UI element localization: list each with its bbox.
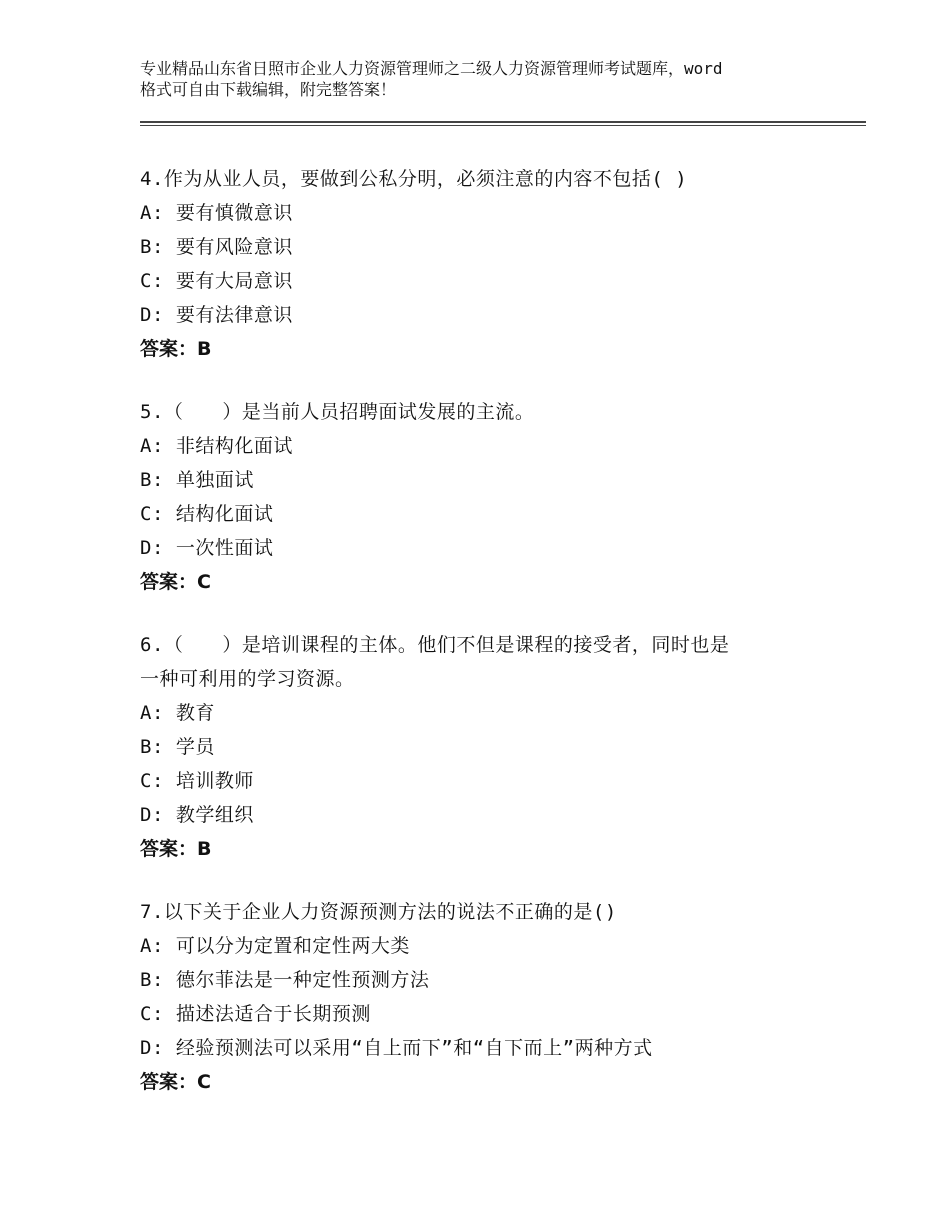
option-d: D: 经验预测法可以采用“自上而下”和“自下而上”两种方式 <box>140 1037 653 1059</box>
answer: 答案：B <box>140 838 212 860</box>
option-a: A: 非结构化面试 <box>140 435 293 457</box>
option-c: C: 要有大局意识 <box>140 270 293 292</box>
answer: 答案：C <box>140 1071 211 1093</box>
header-divider-thin <box>140 125 866 126</box>
question-list <box>140 162 830 1128</box>
option-c: C: 结构化面试 <box>140 503 274 525</box>
option-b: B: 单独面试 <box>140 469 254 491</box>
question-7 <box>140 895 830 1099</box>
option-a: A: 教育 <box>140 702 215 724</box>
question-stem-continued: 一种可利用的学习资源。 <box>140 668 355 690</box>
option-b: B: 德尔菲法是一种定性预测方法 <box>140 969 430 991</box>
option-d: D: 要有法律意识 <box>140 304 293 326</box>
question-stem: 7.以下关于企业人力资源预测方法的说法不正确的是() <box>140 901 617 923</box>
question-6 <box>140 628 830 866</box>
option-c: C: 描述法适合于长期预测 <box>140 1003 371 1025</box>
page-header <box>140 58 840 100</box>
question-4 <box>140 162 830 366</box>
header-line-1: 专业精品山东省日照市企业人力资源管理师之二级人力资源管理师考试题库，word <box>140 59 723 78</box>
option-d: D: 教学组织 <box>140 804 254 826</box>
option-c: C: 培训教师 <box>140 770 254 792</box>
option-d: D: 一次性面试 <box>140 537 274 559</box>
question-stem: 6.（ ）是培训课程的主体。他们不但是课程的接受者，同时也是 <box>140 634 730 656</box>
option-a: A: 可以分为定置和定性两大类 <box>140 935 410 957</box>
answer: 答案：B <box>140 338 212 360</box>
header-divider <box>140 121 866 123</box>
question-stem: 4.作为从业人员，要做到公私分明，必须注意的内容不包括( ) <box>140 168 688 190</box>
header-line-2: 格式可自由下载编辑，附完整答案！ <box>140 80 397 99</box>
answer: 答案：C <box>140 571 211 593</box>
question-stem: 5.（ ）是当前人员招聘面试发展的主流。 <box>140 401 535 423</box>
option-b: B: 学员 <box>140 736 215 758</box>
option-a: A: 要有慎微意识 <box>140 202 293 224</box>
question-5 <box>140 395 830 599</box>
option-b: B: 要有风险意识 <box>140 236 293 258</box>
